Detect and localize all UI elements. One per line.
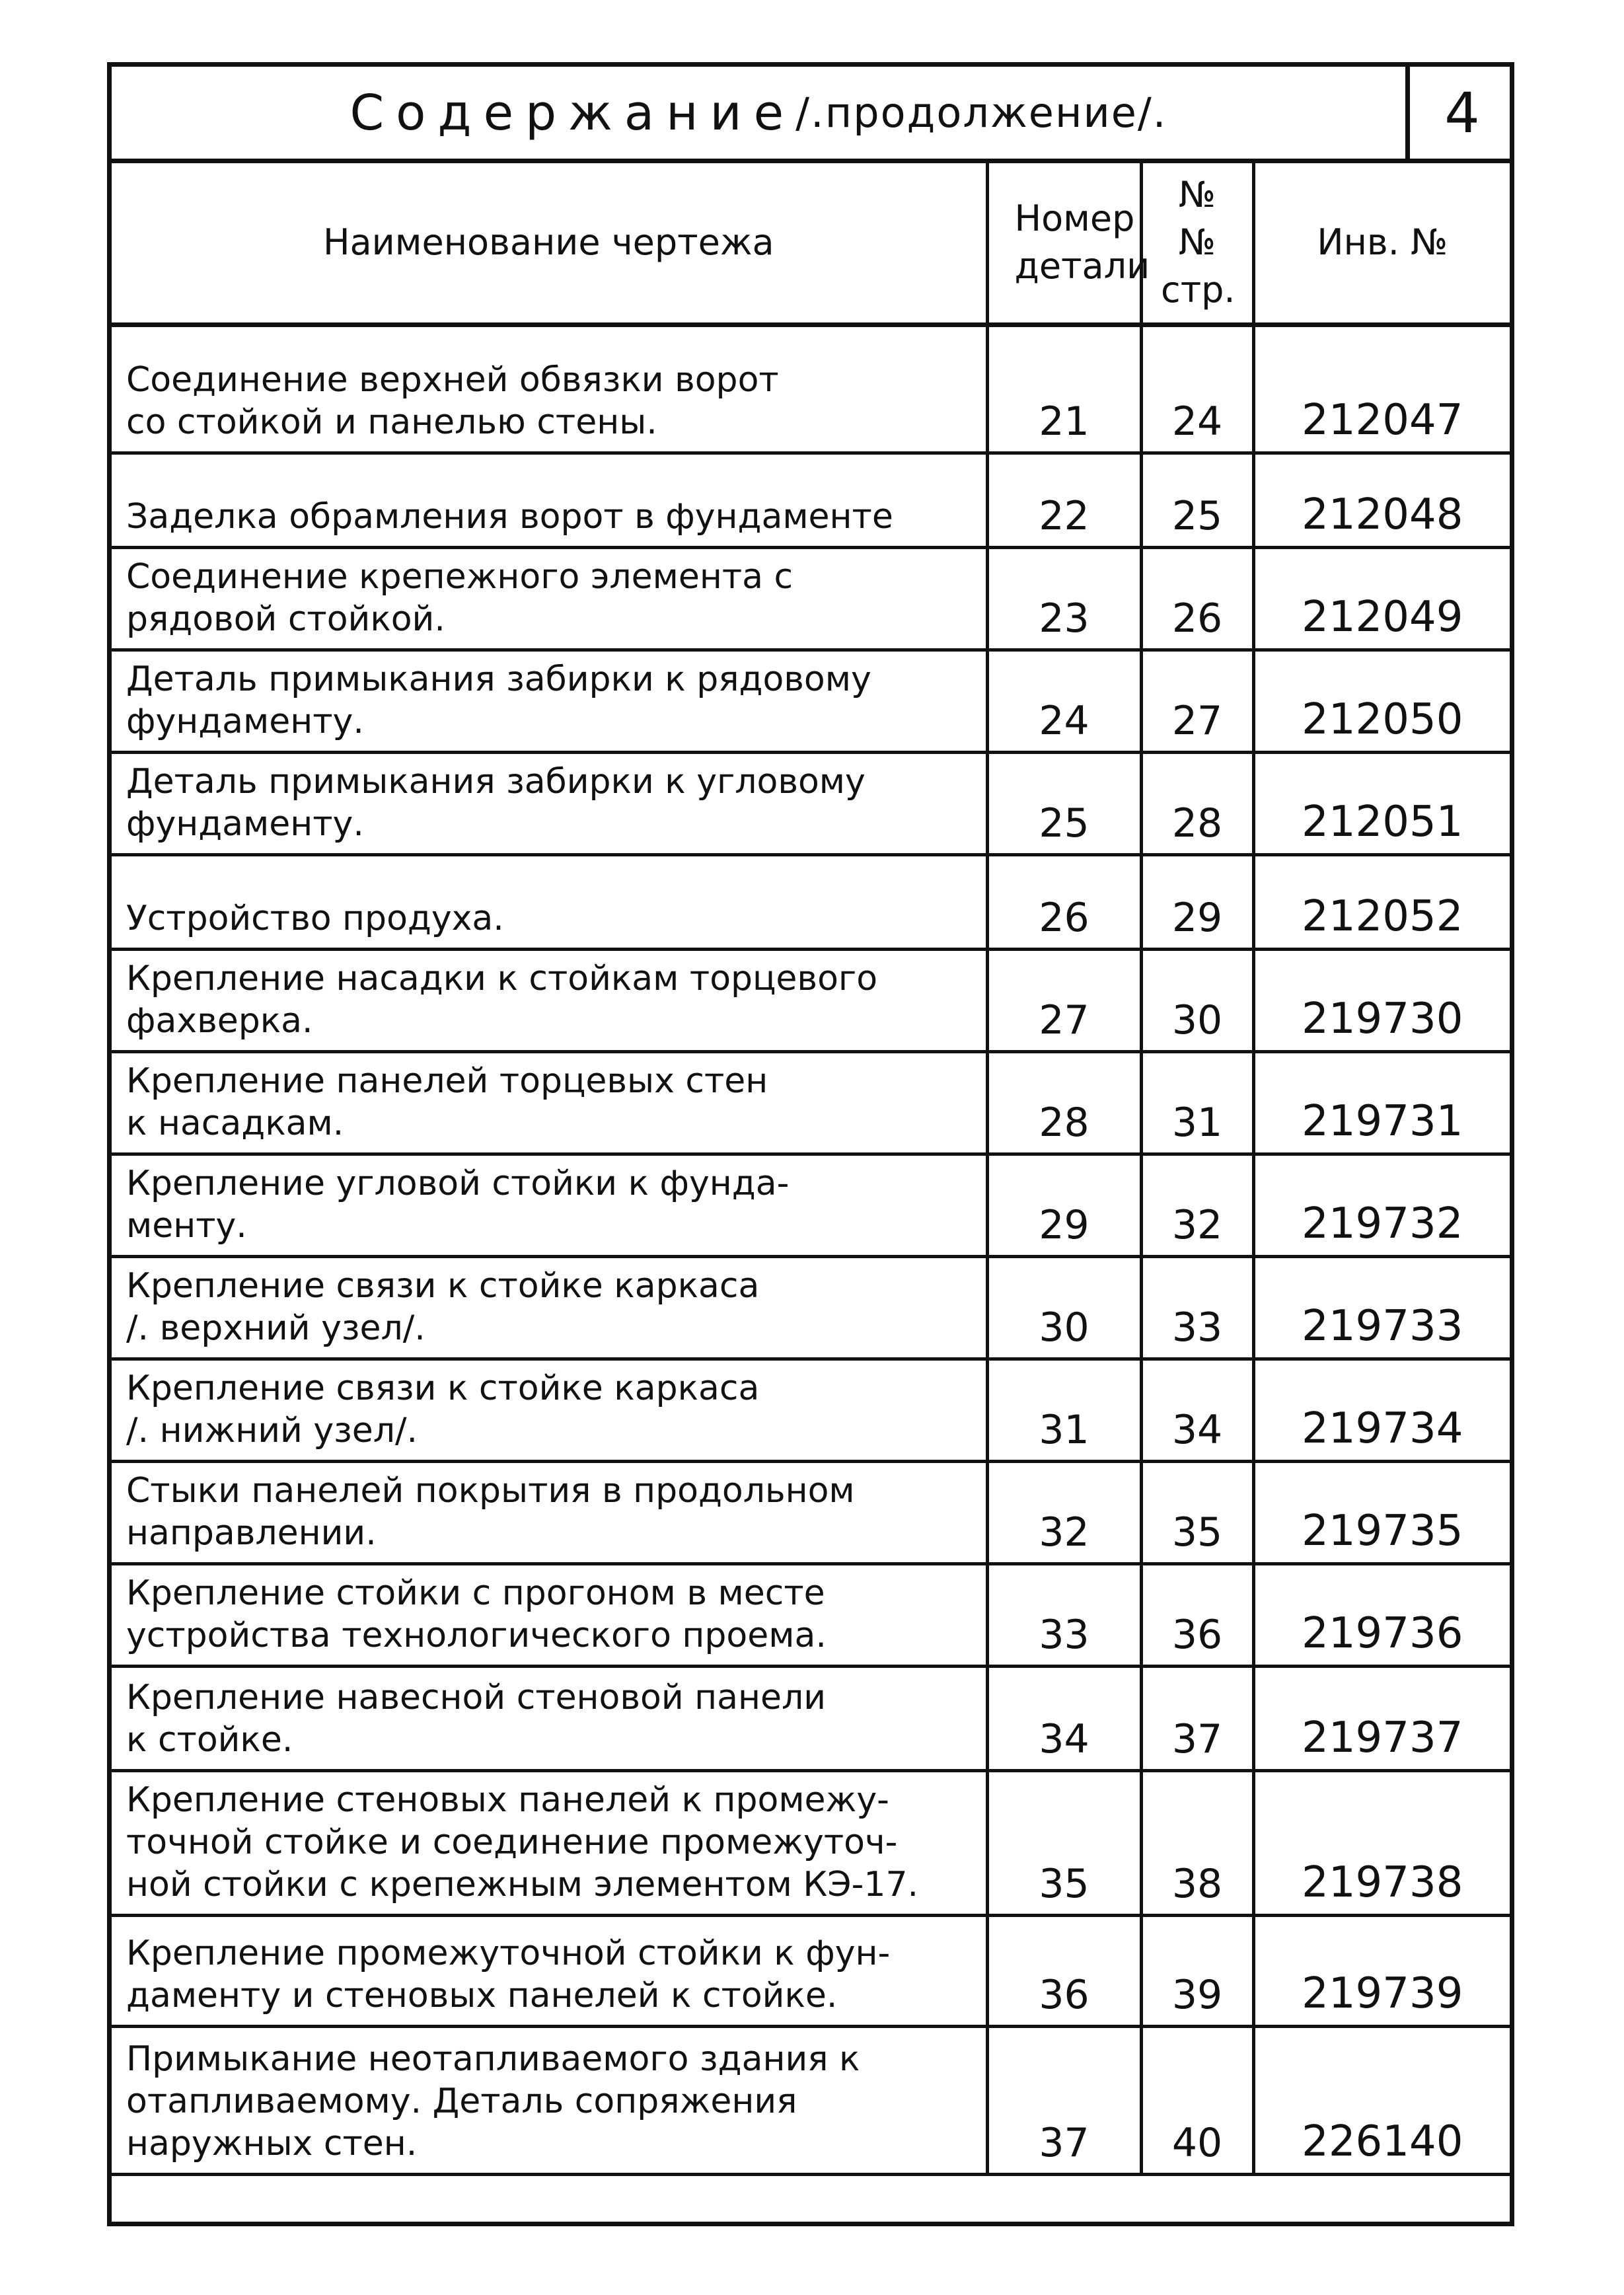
inventory-number-cell: 212048 bbox=[1253, 453, 1510, 547]
drawing-name-line: Крепление панелей торцевых стен bbox=[126, 1061, 768, 1101]
table-row bbox=[112, 324, 1510, 453]
sheet-number: 4 bbox=[1405, 67, 1514, 159]
drawing-name-line: отапливаемому. Деталь сопряжения bbox=[126, 2081, 797, 2121]
drawing-name-line: фахверка. bbox=[126, 1000, 313, 1041]
inventory-number-cell: 219733 bbox=[1253, 1256, 1510, 1359]
table-row bbox=[112, 1359, 1510, 1461]
drawing-name-cell bbox=[112, 1915, 987, 2026]
inventory-number-cell: 219737 bbox=[1253, 1666, 1510, 1770]
inventory-number-cell: 219734 bbox=[1253, 1359, 1510, 1461]
detail-number-cell: 21 bbox=[987, 324, 1141, 453]
drawing-name-cell bbox=[112, 1666, 987, 1770]
table-body bbox=[112, 324, 1510, 2174]
inventory-number-cell: 219731 bbox=[1253, 1051, 1510, 1154]
drawing-name-line: устройства технологического проема. bbox=[126, 1615, 827, 1655]
drawing-name-line: рядовой стойкой. bbox=[126, 599, 445, 639]
drawing-name-cell bbox=[112, 547, 987, 650]
inventory-number-cell: 219730 bbox=[1253, 949, 1510, 1051]
drawing-name-cell bbox=[112, 2026, 987, 2174]
drawing-name-line: точной стойке и соединение промежуточ- bbox=[126, 1822, 898, 1862]
page-number-cell: 40 bbox=[1141, 2026, 1253, 2174]
inventory-number-cell: 212052 bbox=[1253, 854, 1510, 949]
drawing-name-line: Крепление угловой стойки к фунда- bbox=[126, 1163, 790, 1203]
page-number-cell: 27 bbox=[1141, 650, 1253, 752]
inventory-number-cell: 212051 bbox=[1253, 752, 1510, 854]
drawing-name-cell bbox=[112, 650, 987, 752]
inventory-number-cell: 219738 bbox=[1253, 1770, 1510, 1915]
column-header-page bbox=[1141, 163, 1253, 324]
drawing-name-line: Деталь примыкания забирки к рядовому bbox=[126, 659, 871, 699]
drawing-name-cell bbox=[112, 1051, 987, 1154]
drawing-name-cell bbox=[112, 854, 987, 949]
table-row bbox=[112, 1563, 1510, 1666]
table-row bbox=[112, 453, 1510, 547]
detail-number-cell: 37 bbox=[987, 2026, 1141, 2174]
drawing-name-cell bbox=[112, 1256, 987, 1359]
drawing-name-line: менту. bbox=[126, 1205, 247, 1246]
page-number-cell: 36 bbox=[1141, 1563, 1253, 1666]
page-number-cell: 38 bbox=[1141, 1770, 1253, 1915]
detail-number-cell: 36 bbox=[987, 1915, 1141, 2026]
table-row bbox=[112, 949, 1510, 1051]
drawing-name-line: Крепление связи к стойке каркаса bbox=[126, 1265, 760, 1306]
detail-number-cell: 31 bbox=[987, 1359, 1141, 1461]
page-number-cell: 35 bbox=[1141, 1461, 1253, 1563]
page-number-cell: 26 bbox=[1141, 547, 1253, 650]
page-number-cell: 31 bbox=[1141, 1051, 1253, 1154]
drawing-name-line: Заделка обрамления ворот в фундаменте bbox=[126, 496, 893, 537]
detail-number-cell: 27 bbox=[987, 949, 1141, 1051]
detail-number-cell: 28 bbox=[987, 1051, 1141, 1154]
drawing-name-line: /. верхний узел/. bbox=[126, 1308, 425, 1348]
drawing-name-line: наружных стен. bbox=[126, 2123, 418, 2163]
drawing-name-line: к стойке. bbox=[126, 1719, 293, 1760]
detail-number-cell: 26 bbox=[987, 854, 1141, 949]
drawing-name-line: фундаменту. bbox=[126, 804, 364, 844]
drawing-name-line: Крепление связи к стойке каркаса bbox=[126, 1368, 760, 1408]
drawing-name-line: Деталь примыкания забирки к угловому bbox=[126, 761, 866, 802]
page-number-cell: 24 bbox=[1141, 324, 1253, 453]
page-number-cell: 25 bbox=[1141, 453, 1253, 547]
page-number-cell: 37 bbox=[1141, 1666, 1253, 1770]
drawing-name-line: со стойкой и панелью стены. bbox=[126, 402, 657, 442]
page-number-cell: 33 bbox=[1141, 1256, 1253, 1359]
inventory-number-cell: 219735 bbox=[1253, 1461, 1510, 1563]
drawing-name-cell bbox=[112, 324, 987, 453]
detail-number-cell: 25 bbox=[987, 752, 1141, 854]
table-row bbox=[112, 1154, 1510, 1256]
page-number-cell: 39 bbox=[1141, 1915, 1253, 2026]
column-header-page-text: №№ стр. bbox=[1161, 174, 1236, 311]
drawing-name-cell bbox=[112, 1154, 987, 1256]
page-number-cell: 29 bbox=[1141, 854, 1253, 949]
detail-number-cell: 24 bbox=[987, 650, 1141, 752]
inventory-number-cell: 226140 bbox=[1253, 2026, 1510, 2174]
inventory-number-cell: 219732 bbox=[1253, 1154, 1510, 1256]
drawing-name-cell bbox=[112, 1563, 987, 1666]
inventory-number-cell: 212049 bbox=[1253, 547, 1510, 650]
drawing-name-cell bbox=[112, 1359, 987, 1461]
drawing-name-line: Крепление насадки к стойкам торцевого bbox=[126, 958, 878, 998]
drawing-name-cell bbox=[112, 1461, 987, 1563]
drawing-name-line: Соединение верхней обвязки ворот bbox=[126, 359, 779, 400]
drawing-name-cell bbox=[112, 752, 987, 854]
table-row bbox=[112, 1770, 1510, 1915]
drawing-name-line: Крепление стойки с прогоном в месте bbox=[126, 1573, 825, 1613]
table-row bbox=[112, 1256, 1510, 1359]
table-row bbox=[112, 2026, 1510, 2174]
detail-number-cell: 32 bbox=[987, 1461, 1141, 1563]
drawing-name-cell bbox=[112, 1770, 987, 1915]
column-header-detail-text: Номер детали bbox=[1014, 198, 1150, 287]
drawing-name-line: Примыкание неотапливаемого здания к bbox=[126, 2039, 860, 2079]
table-header-row bbox=[112, 163, 1510, 324]
drawing-name-line: Устройство продуха. bbox=[126, 898, 504, 938]
table-row bbox=[112, 547, 1510, 650]
page-number-cell: 32 bbox=[1141, 1154, 1253, 1256]
table-row bbox=[112, 1666, 1510, 1770]
drawing-sheet bbox=[107, 62, 1514, 2226]
page-number-cell: 34 bbox=[1141, 1359, 1253, 1461]
detail-number-cell: 22 bbox=[987, 453, 1141, 547]
drawing-name-line: Крепление навесной стеновой панели bbox=[126, 1677, 827, 1717]
table-row bbox=[112, 854, 1510, 949]
inventory-number-cell: 219739 bbox=[1253, 1915, 1510, 2026]
drawing-name-line: к насадкам. bbox=[126, 1103, 344, 1143]
drawing-name-line: Соединение крепежного элемента с bbox=[126, 556, 794, 597]
drawing-name-line: /. нижний узел/. bbox=[126, 1410, 418, 1450]
inventory-number-cell: 212050 bbox=[1253, 650, 1510, 752]
page-title bbox=[112, 67, 1405, 159]
title-row bbox=[112, 67, 1510, 163]
column-header-name: Наименование чертежа bbox=[112, 163, 987, 324]
table-row bbox=[112, 752, 1510, 854]
drawing-name-line: Крепление промежуточной стойки к фун- bbox=[126, 1933, 891, 1973]
drawing-name-line: Крепление стеновых панелей к промежу- bbox=[126, 1780, 889, 1820]
drawing-name-line: фундаменту. bbox=[126, 701, 364, 741]
detail-number-cell: 35 bbox=[987, 1770, 1141, 1915]
detail-number-cell: 33 bbox=[987, 1563, 1141, 1666]
inventory-number-cell: 212047 bbox=[1253, 324, 1510, 453]
inventory-number-cell: 219736 bbox=[1253, 1563, 1510, 1666]
detail-number-cell: 23 bbox=[987, 547, 1141, 650]
title-subtitle: /.продолжение/. bbox=[795, 89, 1167, 137]
drawing-name-line: даменту и стеновых панелей к стойке. bbox=[126, 1975, 838, 2015]
drawing-name-line: Стыки панелей покрытия в продольном bbox=[126, 1470, 855, 1511]
detail-number-cell: 34 bbox=[987, 1666, 1141, 1770]
column-header-detail bbox=[987, 163, 1150, 324]
column-header-inv: Инв. № bbox=[1253, 163, 1510, 324]
title-main: Содержание bbox=[350, 84, 796, 141]
table-row bbox=[112, 1461, 1510, 1563]
drawing-name-cell bbox=[112, 949, 987, 1051]
table-row bbox=[112, 1051, 1510, 1154]
drawing-name-line: ной стойки с крепежным элементом КЭ-17. bbox=[126, 1864, 919, 1904]
page-number-cell: 30 bbox=[1141, 949, 1253, 1051]
table-row bbox=[112, 650, 1510, 752]
drawing-name-cell bbox=[112, 453, 987, 547]
page-number-cell: 28 bbox=[1141, 752, 1253, 854]
table-row bbox=[112, 1915, 1510, 2026]
detail-number-cell: 30 bbox=[987, 1256, 1141, 1359]
drawing-name-line: направлении. bbox=[126, 1513, 377, 1553]
detail-number-cell: 29 bbox=[987, 1154, 1141, 1256]
contents-table bbox=[112, 163, 1510, 2176]
